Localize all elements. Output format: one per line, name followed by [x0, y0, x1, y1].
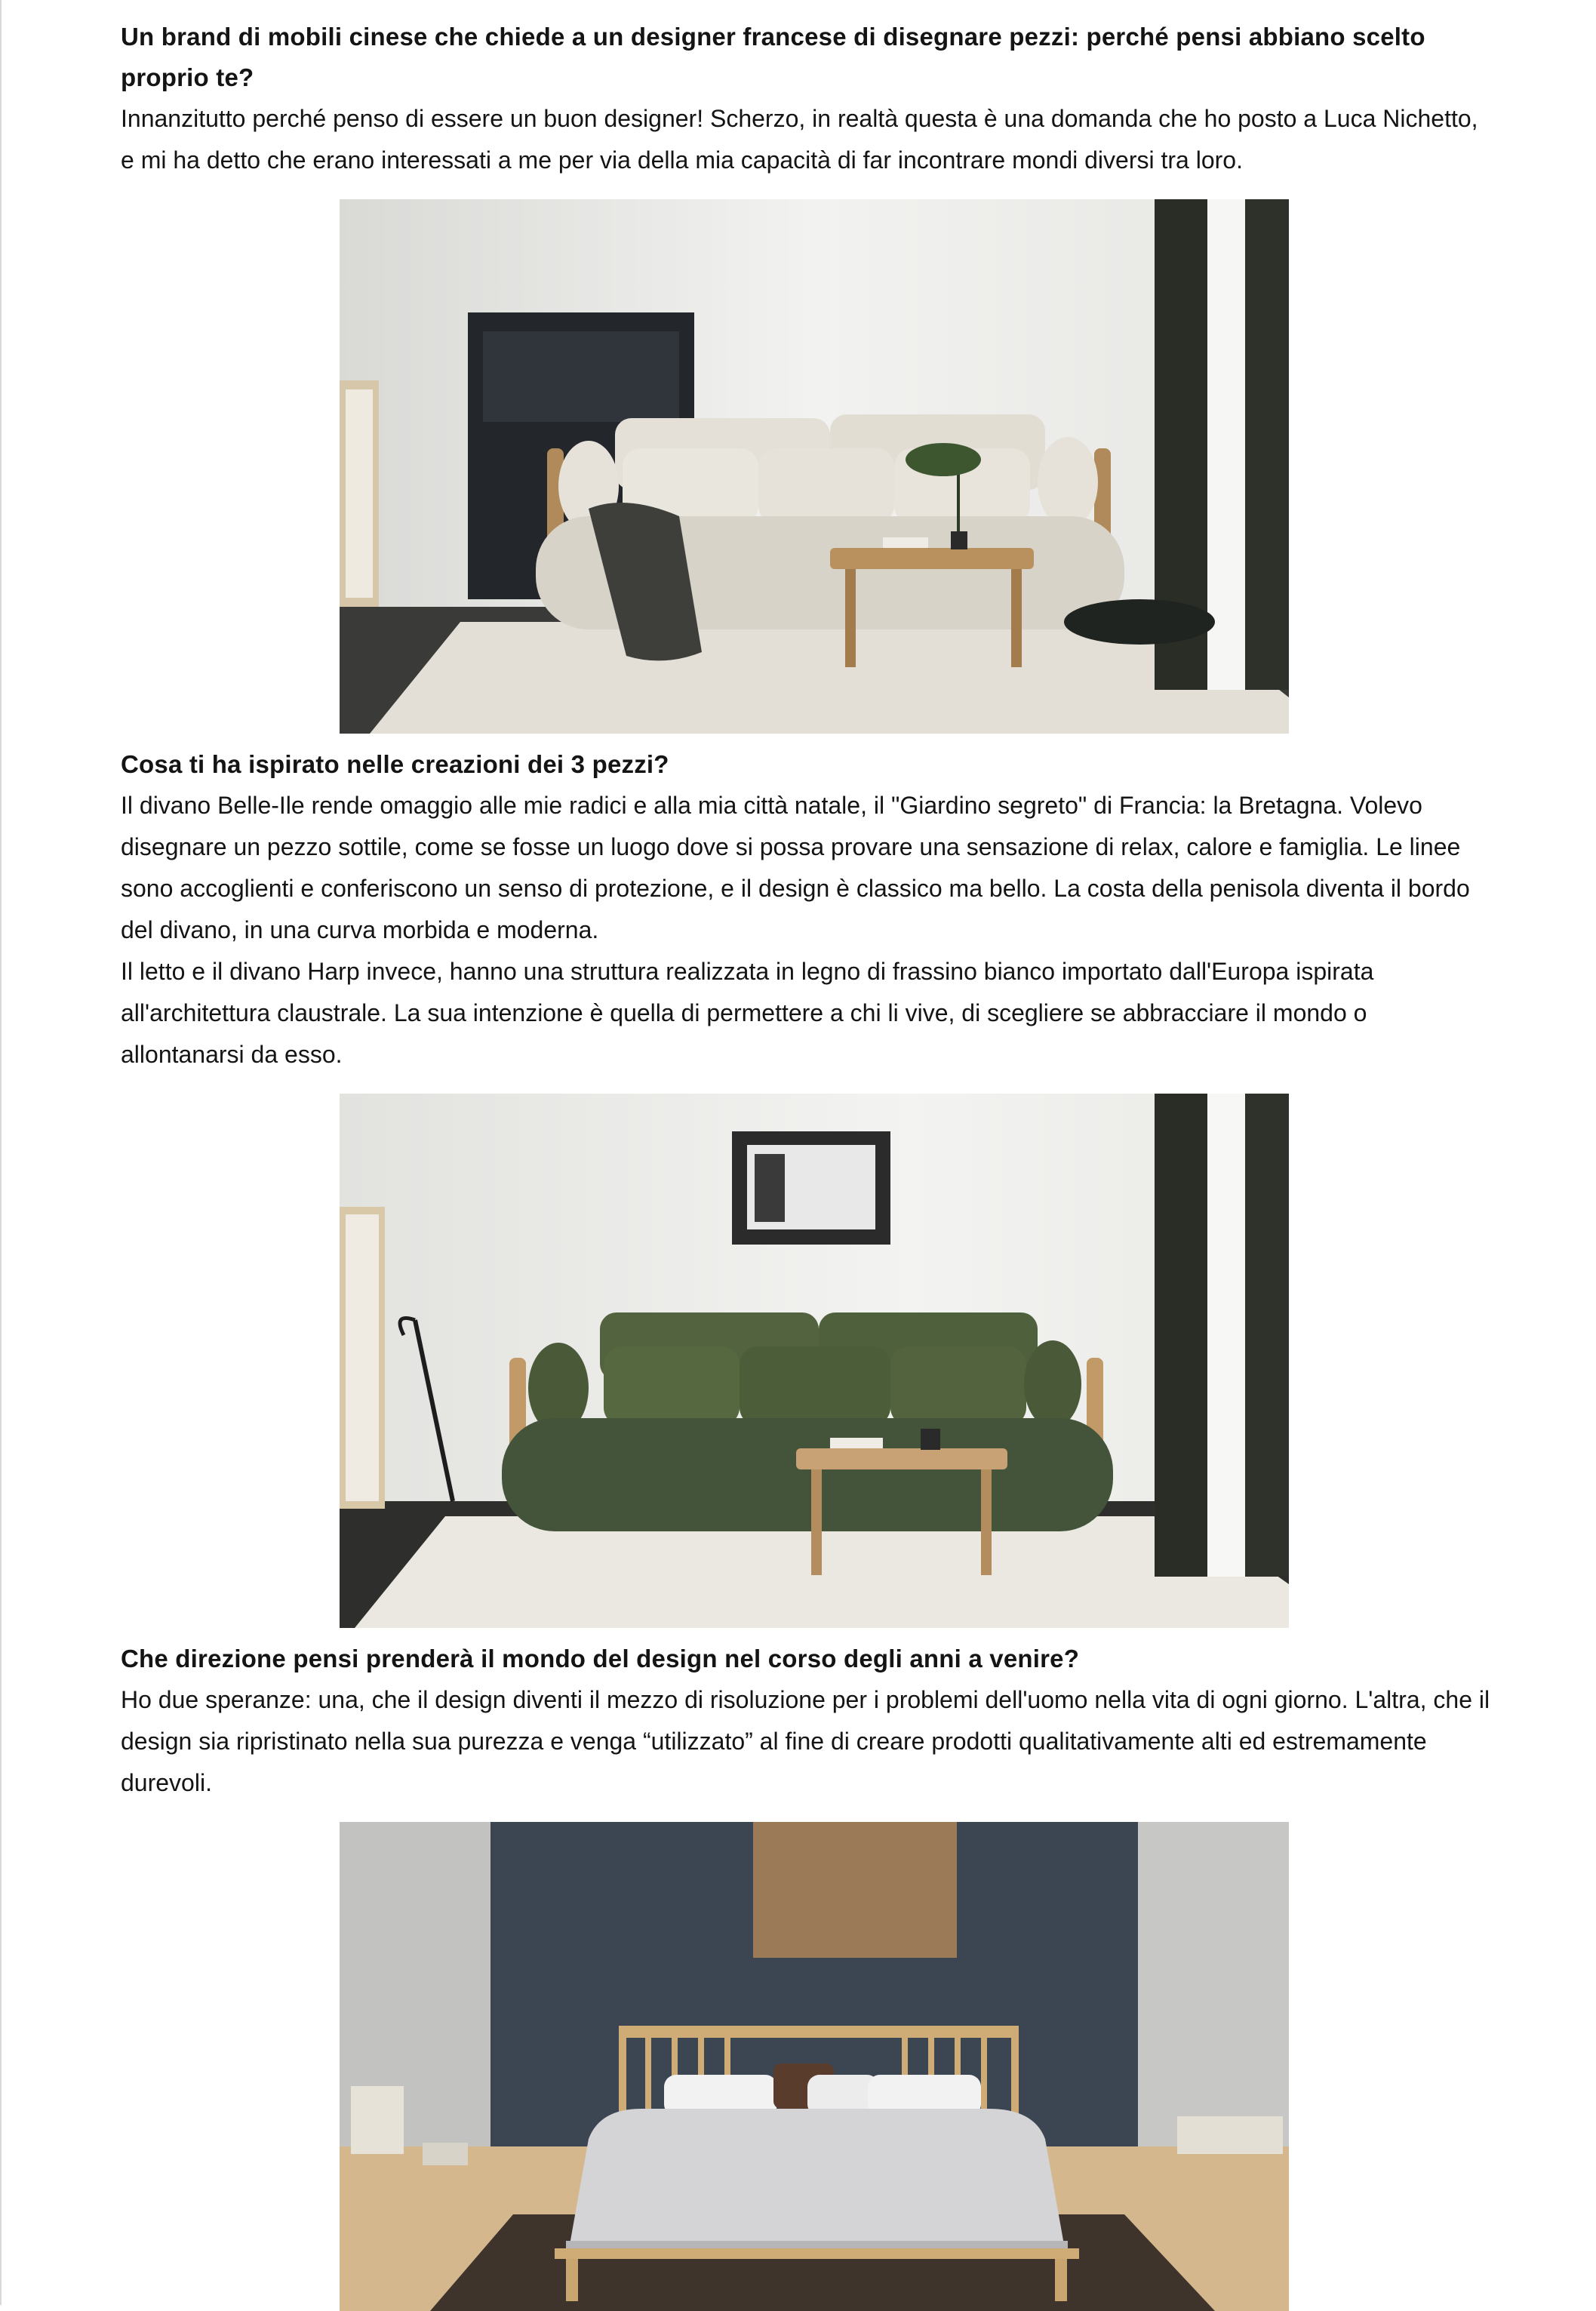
answer-paragraph: Il letto e il divano Harp invece, hanno una struttura realizzata in legno di frassino bianco importato dall'Europa ispirata all'architettura claustrale. La sua intenzione è quella di permettere a chi li vive, di scegliere se abbracciare il mondo o allontanarsi da esso.	[121, 958, 1374, 1068]
photo-ash-bed	[340, 1822, 1289, 2311]
interview-section-2	[121, 744, 1494, 1075]
page-edge	[0, 0, 2, 2305]
answer-paragraph: Ho due speranze: una, che il design diventi il mezzo di risoluzione per i problemi dell'uomo nella vita di ogni giorno. L'altra, che il design sia ripristinato nella sua purezza e venga “utilizzato” al fine di creare prodotti qualitativamente alti ed estremamente durevoli.	[121, 1686, 1490, 1796]
interview-section-1	[121, 17, 1494, 181]
interview-section-3	[121, 1639, 1494, 1804]
answer-paragraph: Innanzitutto perché penso di essere un buon designer! Scherzo, in realtà questa è una domanda che ho posto a Luca Nichetto, e mi ha detto che erano interessati a me per via della mia capacità di far incontrare mondi diversi tra loro.	[121, 105, 1478, 174]
ash-bed-illustration	[340, 1822, 1289, 2311]
green-sofa-illustration	[340, 1094, 1289, 1628]
cream-sofa-illustration	[340, 199, 1289, 734]
article	[121, 17, 1494, 2311]
question-heading: Un brand di mobili cinese che chiede a un designer francese di disegnare pezzi: perché pensi abbiano scelto proprio te?	[121, 23, 1425, 91]
answer-paragraph: Il divano Belle-Ile rende omaggio alle mie radici e alla mia città natale, il "Giardino segreto" di Francia: la Bretagna. Volevo disegnare un pezzo sottile, come se fosse un luogo dove si possa provare una sensazione di relax, calore e famiglia. Le linee sono accoglienti e conferiscono un senso di protezione, e il design è classico ma bello. La costa della penisola diventa il bordo del divano, in una curva morbida e moderna.	[121, 792, 1470, 943]
photo-cream-sofa	[340, 199, 1289, 734]
question-heading: Che direzione pensi prenderà il mondo del design nel corso degli anni a venire?	[121, 1645, 1080, 1672]
question-heading: Cosa ti ha ispirato nelle creazioni dei 3 pezzi?	[121, 750, 669, 778]
photo-green-sofa	[340, 1094, 1289, 1628]
